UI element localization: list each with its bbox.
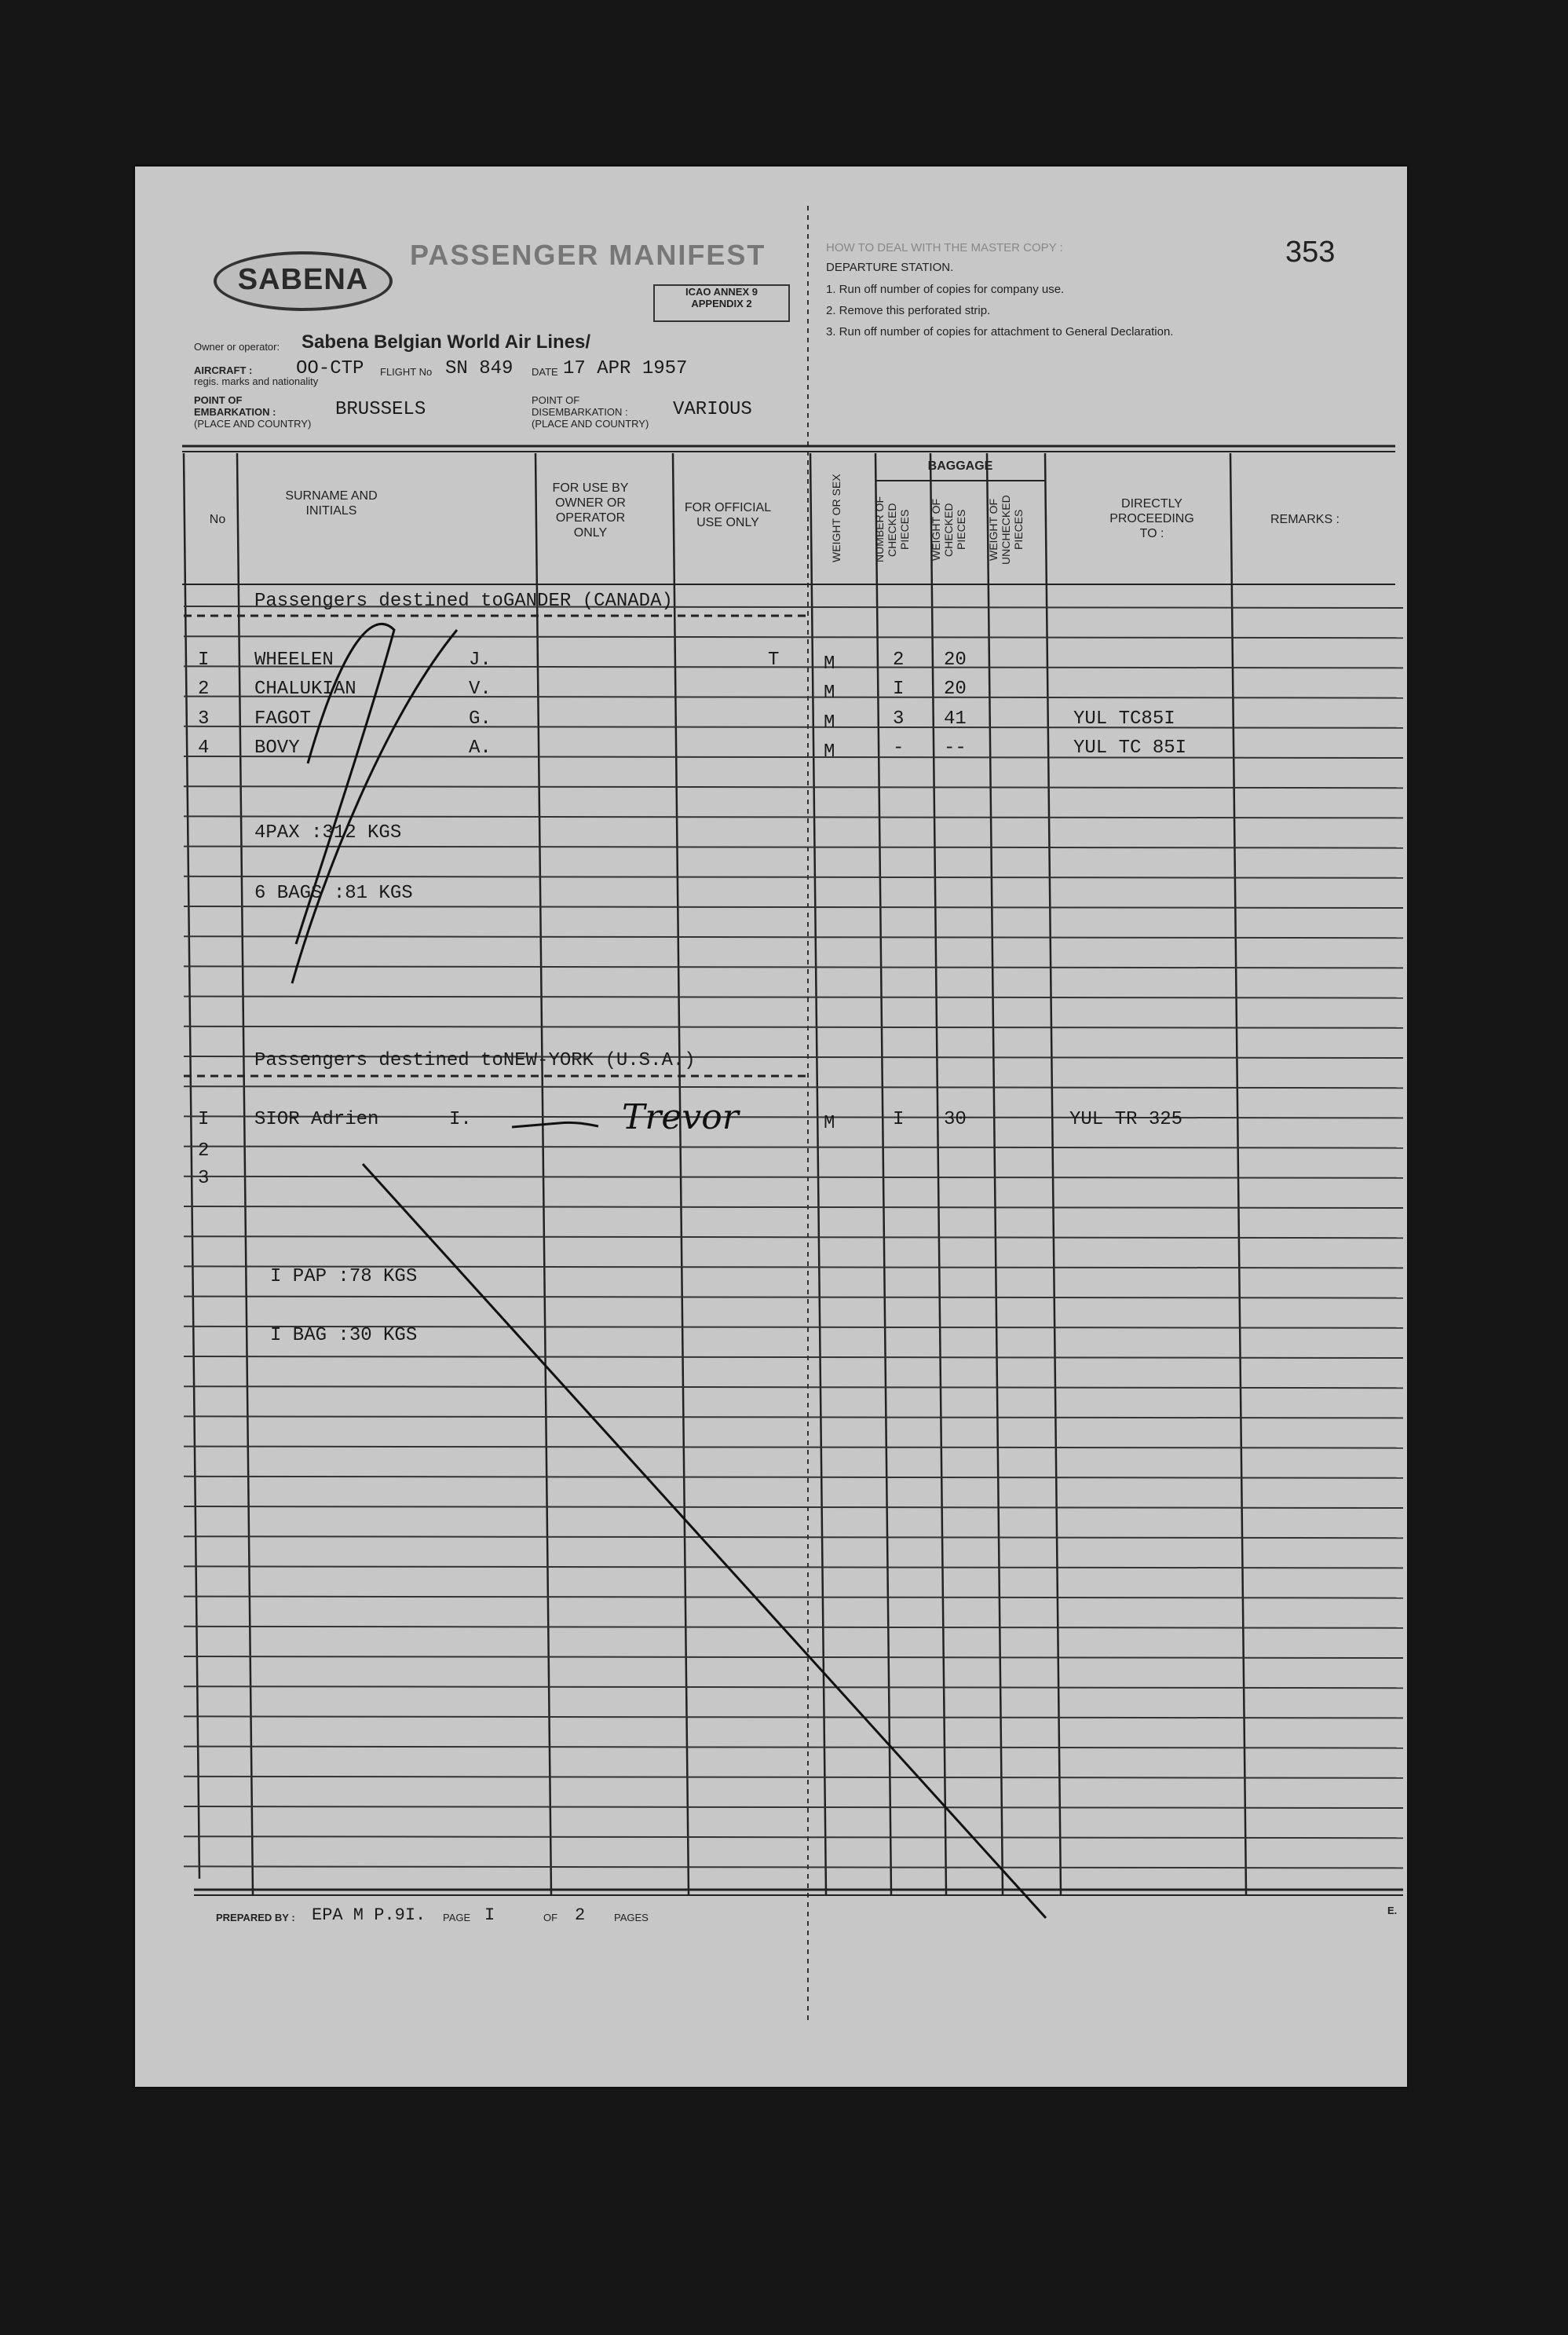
header-unchecked-weight: WEIGHT OF UNCHECKED PIECES	[987, 495, 1025, 565]
header-remarks: REMARKS :	[1270, 513, 1340, 526]
disembark-label-2: DISEMBARKATION :	[532, 406, 628, 418]
passenger-initial: G.	[469, 708, 492, 730]
passenger-proceeding: YUL TC85I	[1073, 708, 1175, 730]
passenger-initial: J.	[469, 650, 492, 671]
passenger-weight: 41	[944, 708, 967, 730]
passenger-sex: M	[824, 712, 835, 734]
pages-label: PAGES	[614, 1912, 649, 1923]
passenger-sex: M	[824, 741, 835, 763]
date-label: DATE	[532, 366, 558, 378]
icao-line2: APPENDIX 2	[691, 298, 752, 309]
instructions-step-2: 2. Remove this perforated strip.	[826, 304, 991, 317]
section-total-pax: I PAP :78 KGS	[270, 1266, 418, 1287]
passenger-weight: 20	[944, 679, 967, 700]
passenger-no: 3	[198, 1168, 210, 1189]
passenger-pieces: I	[893, 1109, 905, 1130]
section-total-bags: I BAG :30 KGS	[270, 1325, 418, 1346]
sabena-logo	[214, 251, 393, 311]
page-number: 353	[1285, 236, 1336, 269]
owner-label: Owner or operator:	[194, 341, 280, 353]
corner-mark: E.	[1387, 1905, 1398, 1916]
instructions-step-3: 3. Run off number of copies for attachment to General Declaration.	[826, 325, 1174, 339]
embark-label-3: (PLACE AND COUNTRY)	[194, 418, 312, 430]
passenger-weight: 20	[944, 650, 967, 671]
prepared-value: EPA M P.9I.	[312, 1905, 426, 1925]
instructions-station: DEPARTURE STATION.	[826, 261, 954, 274]
passenger-weight: --	[944, 737, 967, 759]
passenger-no: 2	[198, 679, 210, 700]
passenger-initial: A.	[469, 737, 492, 759]
icao-box	[653, 284, 790, 322]
passenger-no: 4	[198, 737, 210, 759]
section-title: Passengers destined toNEW-YORK (U.S.A.)	[254, 1050, 696, 1071]
page-label: PAGE	[443, 1912, 471, 1923]
date-value: 17 APR 1957	[563, 358, 688, 379]
passenger-no: 2	[198, 1140, 210, 1162]
of-value: 2	[575, 1905, 586, 1925]
passenger-no: 3	[198, 708, 210, 730]
passenger-pieces: I	[893, 679, 905, 700]
aircraft-sublabel: regis. marks and nationality	[194, 375, 319, 387]
page-value: I	[484, 1905, 495, 1925]
flight-value: SN 849	[445, 358, 514, 379]
passenger-pieces: 2	[893, 650, 905, 671]
passenger-sex: M	[824, 683, 835, 704]
header-checked-pieces: NUMBER OF CHECKED PIECES	[873, 496, 911, 563]
passenger-official: T	[768, 650, 780, 671]
embark-label-1: POINT OF	[194, 394, 243, 406]
passenger-surname: FAGOT	[254, 708, 312, 730]
passenger-surname: SIOR Adrien	[254, 1109, 379, 1130]
header-weight-sex: WEIGHT OR SEX	[830, 474, 842, 562]
embark-value: BRUSSELS	[335, 399, 426, 420]
header-owner-use: FOR USE BY OWNER OR OPERATOR ONLY	[552, 481, 629, 540]
embark-label-2: EMBARKATION :	[194, 406, 276, 418]
header-official-use: FOR OFFICIAL USE ONLY	[684, 501, 772, 529]
instructions-heading: HOW TO DEAL WITH THE MASTER COPY :	[826, 241, 1063, 254]
passenger-no: I	[198, 1109, 210, 1130]
header-no: No	[209, 513, 226, 526]
logo-text: SABENA	[237, 263, 369, 296]
aircraft-label: AIRCRAFT :	[194, 364, 253, 376]
passenger-proceeding: YUL TC 85I	[1073, 737, 1187, 759]
owner-value: Sabena Belgian World Air Lines/	[302, 331, 591, 353]
passenger-proceeding: YUL TR 325	[1069, 1109, 1183, 1130]
prepared-label: PREPARED BY :	[216, 1912, 295, 1923]
passenger-pieces: -	[893, 737, 905, 759]
passenger-initial: V.	[469, 679, 492, 700]
section-total-bags: 6 BAGS :81 KGS	[254, 883, 413, 904]
disembark-label-3: (PLACE AND COUNTRY)	[532, 418, 649, 430]
passenger-sex: M	[824, 1113, 835, 1134]
passenger-weight: 30	[944, 1109, 967, 1130]
header-proceeding: DIRECTLY PROCEEDING TO :	[1109, 497, 1194, 540]
cross-out-stroke	[363, 1164, 1046, 1918]
passenger-surname: BOVY	[254, 737, 300, 759]
passenger-no: I	[198, 650, 210, 671]
passenger-surname: CHALUKIAN	[254, 679, 356, 700]
manifest-sheet	[135, 167, 1407, 2087]
passenger-surname: WHEELEN	[254, 650, 334, 671]
instructions-step-1: 1. Run off number of copies for company use.	[826, 283, 1065, 296]
of-label: OF	[543, 1912, 558, 1923]
header-surname: SURNAME AND INITIALS	[285, 489, 378, 518]
passenger-sex: M	[824, 653, 835, 675]
passenger-initial: I.	[449, 1109, 472, 1130]
header-baggage: BAGGAGE	[927, 459, 993, 473]
section-title: Passengers destined toGANDER (CANADA)	[254, 591, 673, 612]
passenger-official: Trevor	[622, 1097, 739, 1137]
aircraft-value: OO-CTP	[296, 358, 364, 379]
form-title: PASSENGER MANIFEST	[410, 239, 766, 271]
section-total-pax: 4PAX :312 KGS	[254, 822, 402, 844]
disembark-value: VARIOUS	[673, 399, 752, 420]
header-checked-weight: WEIGHT OF CHECKED PIECES	[930, 498, 967, 562]
icao-line1: ICAO ANNEX 9	[685, 286, 758, 298]
passenger-pieces: 3	[893, 708, 905, 730]
disembark-label-1: POINT OF	[532, 394, 580, 406]
flight-label: FLIGHT No	[380, 366, 433, 378]
